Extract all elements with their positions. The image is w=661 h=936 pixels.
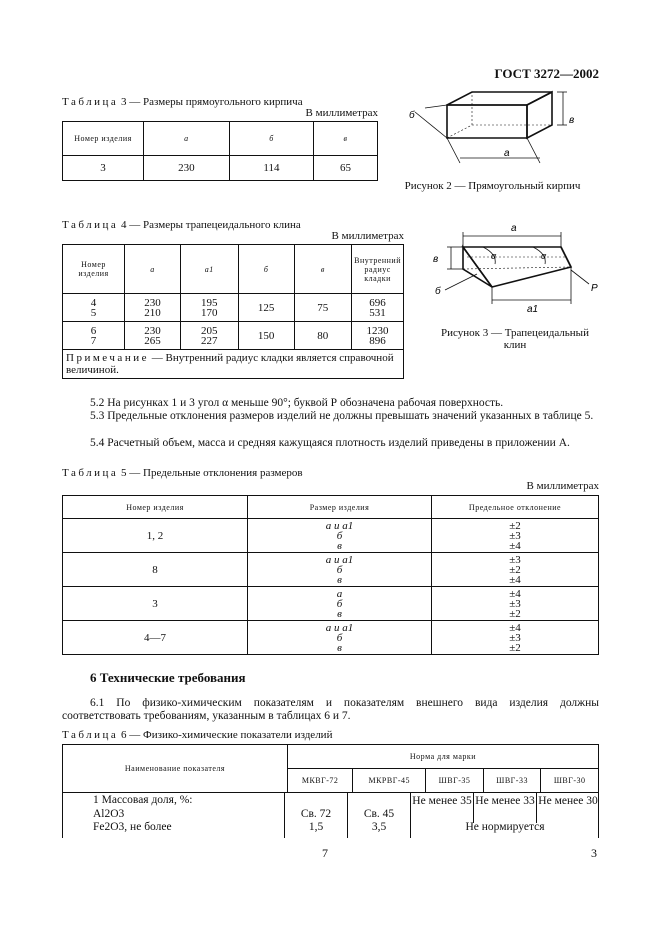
figure3-label-alpha-right: α bbox=[541, 251, 547, 261]
table3-header-a: а bbox=[144, 122, 230, 156]
table5-header-size: Размер изделия bbox=[248, 496, 432, 519]
table5-cell: а и а1 bbox=[325, 519, 354, 532]
table-row bbox=[63, 553, 599, 587]
table4-note-text: — Внутренний радиус кладки является справочной величиной. bbox=[66, 352, 394, 376]
table3-caption-text: 3 — Размеры прямоугольного кирпича bbox=[121, 96, 303, 108]
table6 bbox=[62, 744, 599, 793]
table6-fe-label: Fe2O3, не более bbox=[93, 821, 172, 833]
table5-header-dev: Предельное отклонение bbox=[432, 496, 599, 519]
table5-cell: б bbox=[336, 563, 343, 576]
figure3-label-b: б bbox=[435, 286, 441, 297]
table5-cell: в bbox=[337, 641, 342, 654]
table4-cell: 696 bbox=[369, 296, 386, 309]
table6-grade: МКВГ-72 bbox=[288, 769, 353, 793]
table6-al-value: Св. 45 bbox=[363, 808, 395, 820]
table6-fe-value: 1,5 bbox=[308, 821, 324, 833]
table3-cell: 230 bbox=[144, 156, 230, 181]
table4-cell: 531 bbox=[369, 306, 386, 319]
table4-unit: В миллиметрах bbox=[331, 230, 404, 242]
page-number-right: 3 bbox=[591, 846, 597, 860]
table5-cell: в bbox=[337, 573, 342, 586]
figure3-caption-line1: Рисунок 3 — Трапецеидальный bbox=[441, 327, 589, 339]
table4-cell: 265 bbox=[144, 334, 161, 347]
table4-cell: 4 bbox=[90, 296, 97, 309]
table4-cell: 896 bbox=[369, 334, 386, 347]
table6-grade: МКРВГ-45 bbox=[353, 769, 426, 793]
table5-cell: ±2 bbox=[509, 607, 521, 620]
table6-al-value: Не менее 30 bbox=[538, 795, 598, 807]
table4-cell: 150 bbox=[238, 322, 294, 350]
table5-cell: 8 bbox=[63, 553, 248, 587]
paragraph-6-1: 6.1 По физико-химическим показателям и показателям внешнего вида изделия должны соответствовать требованиям, указанным в таблицах 6 и 7. bbox=[62, 697, 599, 722]
table6-caption bbox=[62, 729, 332, 741]
table5-cell: ±2 bbox=[509, 519, 521, 532]
figure2-label-a: а bbox=[504, 148, 510, 159]
table5-cell: а и а1 bbox=[325, 553, 354, 566]
table4-header-a: а bbox=[125, 245, 181, 294]
table5-header-num: Номер изделия bbox=[63, 496, 248, 519]
standard-header: ГОСТ 3272—2002 bbox=[494, 66, 599, 81]
table6-grade: ШВГ-35 bbox=[426, 769, 484, 793]
section6-heading: 6 Технические требования bbox=[90, 670, 246, 685]
table6-al-label: Al2O3 bbox=[93, 808, 125, 820]
figure3-label-p: Р bbox=[591, 283, 598, 294]
table-row bbox=[63, 519, 599, 553]
table5-cell: ±2 bbox=[509, 563, 521, 576]
figure3-wedge-drawing bbox=[425, 212, 610, 322]
table5-cell: ±3 bbox=[509, 553, 521, 566]
table-row bbox=[63, 322, 404, 350]
table5-cell: 4—7 bbox=[63, 621, 248, 655]
table4-cell: 227 bbox=[201, 334, 218, 347]
table5-cell: 3 bbox=[63, 587, 248, 621]
table4-cell: 195 bbox=[201, 296, 218, 309]
table4-cell: 80 bbox=[294, 322, 352, 350]
table3-caption-word: Таблица bbox=[62, 96, 119, 108]
table4-caption-text: 4 — Размеры трапецеидального клина bbox=[121, 219, 301, 231]
table5-cell: а и а1 bbox=[325, 621, 354, 634]
table4-header-a1: а1 bbox=[180, 245, 238, 294]
table3-cell: 3 bbox=[63, 156, 144, 181]
table3 bbox=[62, 121, 378, 181]
figure3-label-a: а bbox=[511, 223, 517, 234]
paragraph-5-2: 5.2 На рисунках 1 и 3 угол α меньше 90°; буквой Р обозначена рабочая поверхность. bbox=[90, 397, 504, 409]
page-number-center: 7 bbox=[322, 846, 328, 860]
table4-cell: 5 bbox=[90, 306, 97, 319]
table4-cell: 230 bbox=[144, 324, 161, 337]
paragraph-5-4: 5.4 Расчетный объем, масса и средняя кажущаяся плотность изделий приведены в приложении А. bbox=[90, 437, 570, 449]
table3-cell: 114 bbox=[229, 156, 313, 181]
table4-header-b: б bbox=[238, 245, 294, 294]
paragraph-5-3: 5.3 Предельные отклонения размеров изделий не должны превышать значений указанных в таблице 5. bbox=[90, 410, 594, 422]
table4-note-word: Примечание bbox=[66, 352, 149, 364]
table6-fe-value: 3,5 bbox=[371, 821, 387, 833]
table5-cell: б bbox=[336, 631, 343, 644]
table5-caption-word: Таблица bbox=[62, 467, 119, 479]
table6-grade: ШВГ-30 bbox=[541, 769, 599, 793]
figure3-label-v: в bbox=[433, 254, 439, 265]
table5-unit: В миллиметрах bbox=[526, 480, 599, 492]
table4-cell: 210 bbox=[144, 306, 161, 319]
table3-header-num: Номер изделия bbox=[63, 122, 144, 156]
figure2-caption: Рисунок 2 — Прямоугольный кирпич bbox=[404, 180, 581, 192]
figure3-caption-line2: клин bbox=[503, 339, 527, 351]
figure3-label-alpha-left: α bbox=[491, 251, 497, 261]
table6-body bbox=[62, 792, 599, 838]
table5-cell: а bbox=[336, 587, 343, 600]
figure3-label-a1: а1 bbox=[527, 304, 539, 315]
table4-header-radius: Внутренний радиус кладки bbox=[352, 245, 404, 294]
table5-cell: 1, 2 bbox=[63, 519, 248, 553]
table6-caption-word: Таблица bbox=[62, 729, 119, 741]
table5 bbox=[62, 495, 599, 655]
table6-header-norm: Норма для марки bbox=[288, 745, 599, 769]
table6-al-value: Не менее 33 bbox=[475, 795, 535, 807]
table5-cell: ±3 bbox=[509, 597, 521, 610]
table4-cell: 7 bbox=[90, 334, 97, 347]
table6-al-value: Св. 72 bbox=[300, 808, 332, 820]
table4-header-num: Номер изделия bbox=[63, 245, 125, 294]
table5-cell: ±4 bbox=[509, 621, 521, 634]
table6-grade: ШВГ-33 bbox=[483, 769, 541, 793]
table4 bbox=[62, 244, 404, 379]
table5-caption bbox=[62, 467, 303, 479]
table5-caption-text: 5 — Предельные отклонения размеров bbox=[121, 467, 303, 479]
table5-cell: б bbox=[336, 529, 343, 542]
table3-header-v: в bbox=[314, 122, 378, 156]
table4-cell: 6 bbox=[90, 324, 97, 337]
table5-cell: ±4 bbox=[509, 573, 521, 586]
table4-cell: 1230 bbox=[366, 324, 389, 337]
table5-cell: ±4 bbox=[509, 539, 521, 552]
table4-cell: 125 bbox=[238, 294, 294, 322]
table5-cell: б bbox=[336, 597, 343, 610]
table4-cell: 75 bbox=[294, 294, 352, 322]
figure3-caption bbox=[425, 327, 605, 351]
table4-header-v: в bbox=[294, 245, 352, 294]
table4-caption-word: Таблица bbox=[62, 219, 119, 231]
table3-header-b: б bbox=[229, 122, 313, 156]
table6-header-name: Наименование показателя bbox=[63, 745, 288, 793]
table3-cell: 65 bbox=[314, 156, 378, 181]
table5-cell: ±3 bbox=[509, 529, 521, 542]
figure2-brick-drawing bbox=[405, 90, 590, 175]
table5-cell: в bbox=[337, 539, 342, 552]
table-row bbox=[63, 294, 404, 322]
table5-cell: ±3 bbox=[509, 631, 521, 644]
table5-cell: ±4 bbox=[509, 587, 521, 600]
figure2-label-b: б bbox=[409, 110, 415, 121]
table5-cell: в bbox=[337, 607, 342, 620]
table6-al-value: Не менее 35 bbox=[412, 795, 472, 807]
figure2-label-v: в bbox=[569, 115, 575, 126]
table4-cell: 230 bbox=[144, 296, 161, 309]
table5-cell: ±2 bbox=[509, 641, 521, 654]
table4-cell: 205 bbox=[201, 324, 218, 337]
table6-fe-value: Не нормируется bbox=[465, 821, 545, 833]
table-row bbox=[63, 621, 599, 655]
table4-note bbox=[63, 350, 404, 379]
table3-unit: В миллиметрах bbox=[305, 107, 378, 119]
table4-cell: 170 bbox=[201, 306, 218, 319]
table-row bbox=[63, 587, 599, 621]
table6-caption-text: 6 — Физико-химические показатели изделий bbox=[121, 729, 333, 741]
table6-row1-label: 1 Массовая доля, %: bbox=[93, 794, 193, 806]
